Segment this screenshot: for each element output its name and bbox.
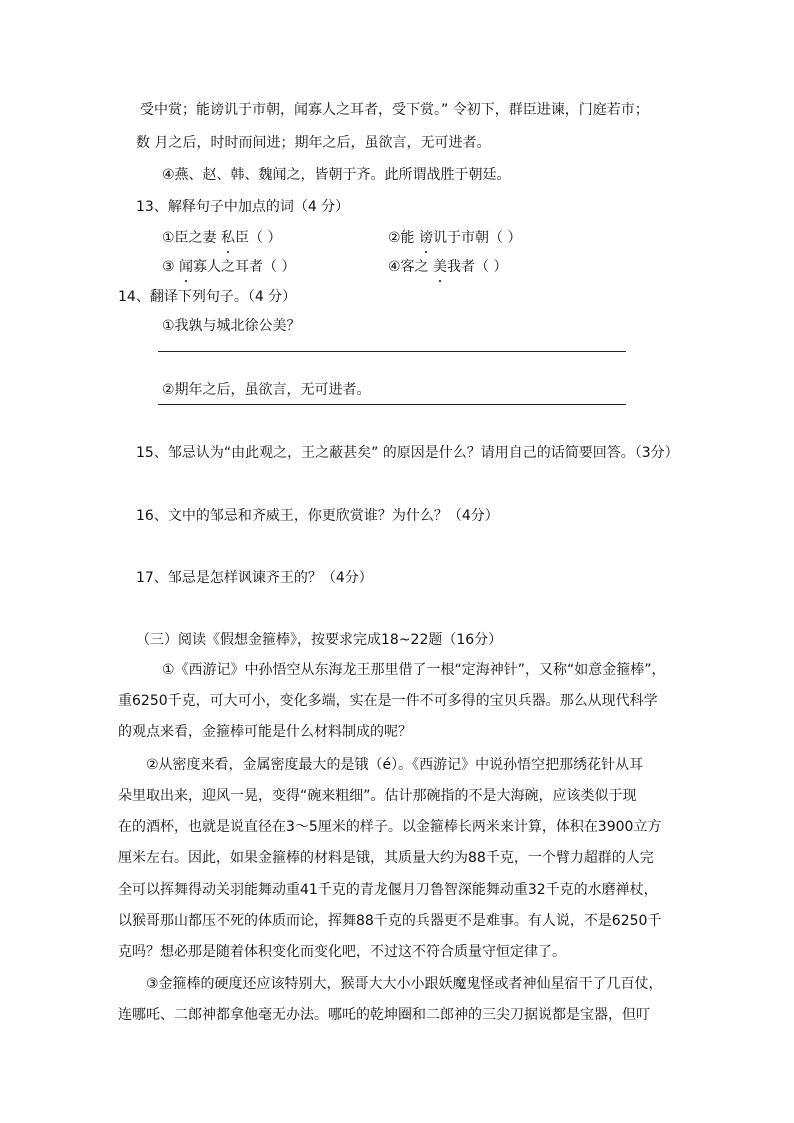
passage-line-2: 数 月之后，时时而间进；期年之后，虽欲言，无可进者。 — [136, 135, 491, 151]
paragraph-2-line-5: 全可以挥舞得动关羽能舞动重41千克的青龙偃月刀鲁智深能舞动重32千克的水磨禅杖， — [118, 882, 658, 898]
question-17: 17、邹忌是怎样讽谏齐王的？（4分） — [136, 570, 373, 586]
question-14-sentence-2: ②期年之后，虽欲言，无可进者。 — [162, 382, 371, 398]
item-suffix: 寡人之耳者（ ） — [193, 259, 296, 275]
item-prefix: ③ — [162, 259, 180, 275]
item-prefix: ④客之 — [388, 259, 434, 275]
dotted-word: 美 — [433, 259, 448, 275]
paragraph-1-line-1: ①《西游记》中孙悟空从东海龙王那里借了一根“定海神针”，又称“如意金箍棒”， — [162, 662, 666, 678]
dotted-word: 谤 — [419, 230, 434, 246]
paragraph-2-line-1: ②从密度来看，金属密度最大的是锇（é）。《西游记》中说孙悟空把那绣花针从耳 — [146, 757, 644, 773]
paragraph-2-line-3: 在的酒杯，也就是说直径在3～5厘米的样子。以金箍棒长两米来计算，体积在3900立方 — [118, 819, 662, 835]
item-prefix: ①臣之妻 — [162, 230, 222, 246]
paragraph-3-line-2: 连哪吒、二郎神都拿他毫无办法。哪吒的乾坤圈和二郎神的三尖刀据说都是宝器，但叮 — [118, 1007, 650, 1023]
question-14-stem: 14、翻译下列句子。（4 分） — [118, 289, 297, 305]
question-15: 15、邹忌认为“由此观之，王之蔽甚矣” 的原因是什么？请用自己的话简要回答。（3分） — [136, 445, 679, 461]
answer-line-2 — [158, 404, 626, 405]
question-13-stem: 13、解释句子中加点的词（4 分） — [136, 199, 350, 215]
paragraph-2-line-4: 厘米左右。因此，如果金箍棒的材料是锇，其质量大约为88千克，一个臂力超群的人完 — [118, 850, 654, 866]
item-prefix: ②能 — [388, 230, 420, 246]
paragraph-1-line-2: 重6250千克，可大可小，变化多端，实在是一件不可多得的宝贝兵器。那么从现代科学 — [118, 693, 658, 709]
item-suffix: 我者（ ） — [447, 259, 508, 275]
paragraph-2-line-6: 以猴哥那山都压不死的体质而论，挥舞88千克的兵器更不是难事。有人说，不是6250千 — [118, 913, 662, 929]
dotted-word: 私 — [221, 230, 236, 246]
section-3-heading: （三）阅读《假想金箍棒》，按要求完成18~22题（16分） — [136, 632, 503, 648]
question-13-item-4 — [388, 257, 507, 277]
question-14-sentence-1: ①我孰与城北徐公美？ — [162, 318, 301, 334]
question-16: 16、文中的邹忌和齐威王，你更欣赏谁？为什么？（4分） — [136, 508, 499, 524]
question-13-item-2 — [388, 228, 521, 248]
answer-line-1 — [158, 351, 626, 352]
paragraph-2-line-7: 克吗？想必那是随着体积变化而变化吧，不过这不符合质量守恒定律了。 — [118, 944, 566, 960]
dotted-word: 闻 — [179, 259, 194, 275]
paragraph-2-line-2: 朵里取出来，迎风一晃，变得“碗来粗细”。估计那碗指的不是大海碗，应该类似于现 — [118, 788, 637, 804]
question-13-item-1 — [162, 228, 281, 248]
paragraph-3-line-1: ③金箍棒的硬度还应该特别大，猴哥大大小小跟妖魔鬼怪或者神仙星宿干了几百仗， — [146, 976, 663, 992]
question-13-item-3 — [162, 257, 295, 277]
paragraph-1-line-3: 的观点来看，金箍棒可能是什么材料制成的呢？ — [118, 724, 412, 740]
item-suffix: 讥于市朝（ ） — [433, 230, 522, 246]
passage-line-1: 受中赏；能谤讥于市朝，闻寡人之耳者，受下赏。” 令初下，群臣进谏，门庭若市； — [140, 102, 649, 118]
item-suffix: 臣（ ） — [235, 230, 282, 246]
passage-line-3: ④燕、赵、韩、魏闻之，皆朝于齐。此所谓战胜于朝廷。 — [162, 167, 511, 183]
